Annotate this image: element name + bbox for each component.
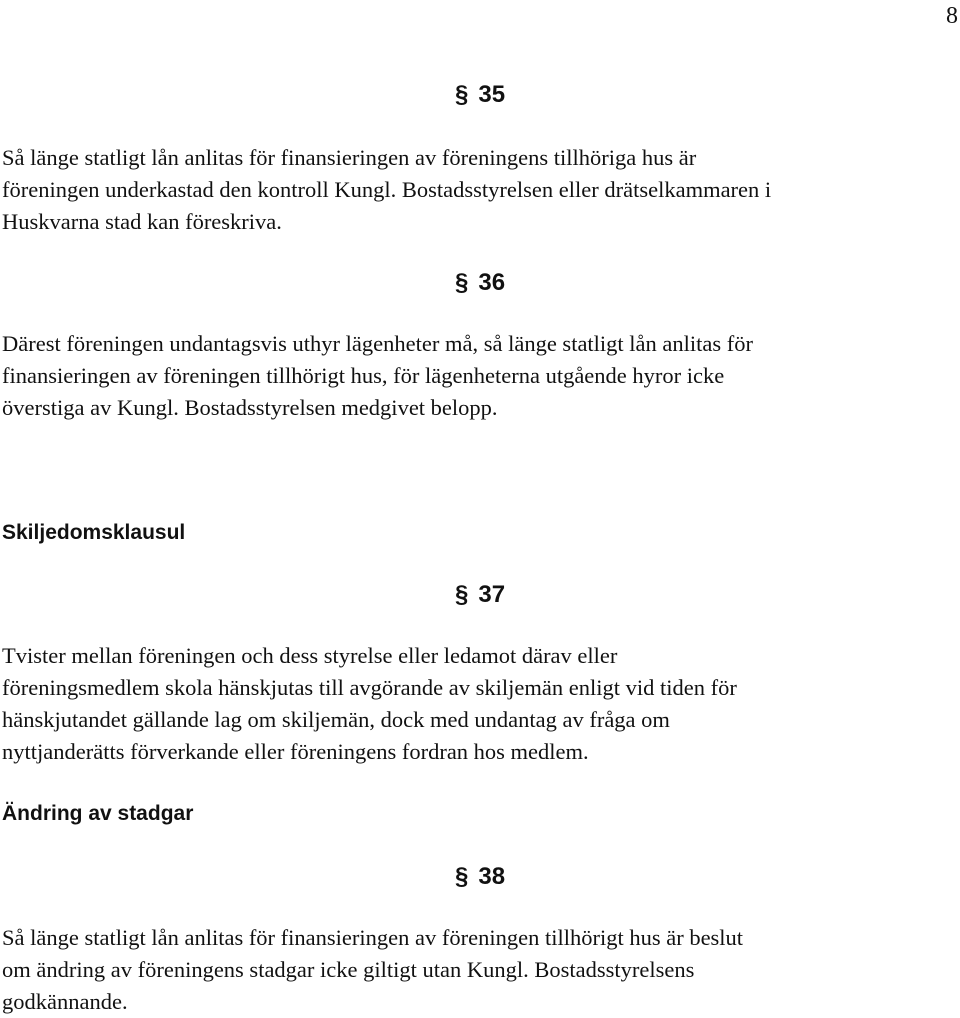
section-symbol: § <box>455 269 469 296</box>
section-37-marker <box>455 580 505 610</box>
section-36-marker <box>455 268 505 298</box>
text-line: Därest föreningen undantagsvis uthyr lägenheter må, så länge statligt lån anlitas för <box>2 331 754 356</box>
heading-andring-av-stadgar: Ändring av stadgar <box>2 802 194 825</box>
heading-skiljedomsklausul: Skiljedomsklausul <box>2 521 186 544</box>
section-number: 35 <box>478 81 506 108</box>
section-37-text <box>2 640 952 768</box>
section-symbol: § <box>455 581 469 608</box>
section-35-marker <box>455 80 505 110</box>
text-line: Huskvarna stad kan föreskriva. <box>2 209 282 234</box>
section-38-text <box>2 922 952 1018</box>
text-line: Så länge statligt lån anlitas för finansieringen av föreningen tillhörigt hus är beslut <box>2 925 744 950</box>
section-number: 37 <box>478 581 506 608</box>
section-36-text <box>2 328 952 424</box>
text-line: föreningen underkastad den kontroll Kungl. Bostadsstyrelsen eller drätselkammaren i <box>2 177 772 202</box>
text-line: föreningsmedlem skola hänskjutas till avgörande av skiljemän enligt vid tiden för <box>2 675 737 700</box>
text-line: nyttjanderätts förverkande eller föreningens fordran hos medlem. <box>2 739 589 764</box>
section-38-marker <box>455 862 505 892</box>
text-line: överstiga av Kungl. Bostadsstyrelsen medgivet belopp. <box>2 395 498 420</box>
text-line: Så länge statligt lån anlitas för finansieringen av föreningens tillhöriga hus är <box>2 145 697 170</box>
section-35-text <box>2 142 952 238</box>
text-line: finansieringen av föreningen tillhörigt hus, för lägenheterna utgående hyror icke <box>2 363 725 388</box>
section-number: 36 <box>478 269 506 296</box>
section-number: 38 <box>478 863 506 890</box>
page-number: 8 <box>946 3 958 29</box>
section-symbol: § <box>455 81 469 108</box>
text-line: Tvister mellan föreningen och dess styrelse eller ledamot därav eller <box>2 643 618 668</box>
text-line: hänskjutandet gällande lag om skiljemän, dock med undantag av fråga om <box>2 707 670 732</box>
text-line: om ändring av föreningens stadgar icke giltigt utan Kungl. Bostadsstyrelsens <box>2 957 695 982</box>
section-symbol: § <box>455 863 469 890</box>
text-line: godkännande. <box>2 989 128 1014</box>
